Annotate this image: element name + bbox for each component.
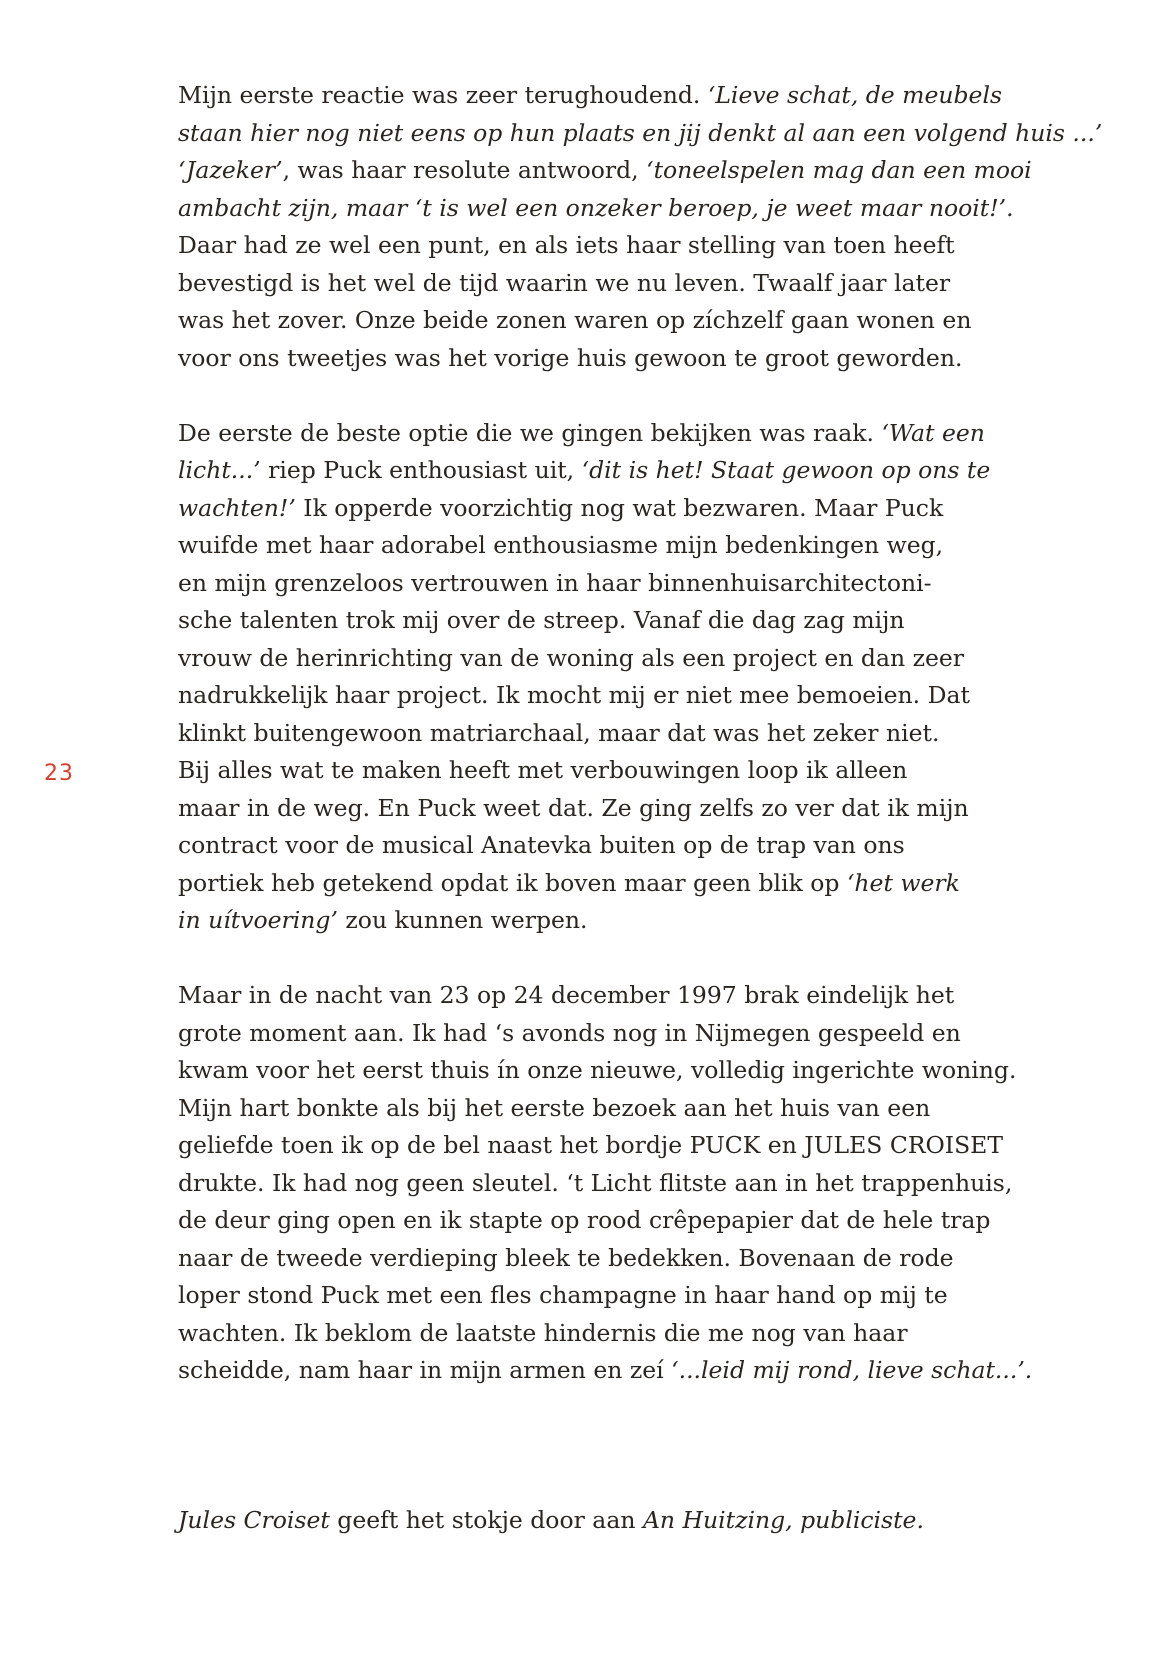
text-run: en mijn grenzeloos vertrouwen in haar binnenhuisarchitectoni- bbox=[178, 568, 932, 597]
text-run: Mijn eerste reactie was zeer terughoudend. bbox=[178, 81, 708, 109]
text-line bbox=[178, 527, 1098, 565]
text-line bbox=[178, 1052, 1098, 1090]
italic-text-run: An Huitzing, publiciste. bbox=[642, 1506, 924, 1534]
text-line bbox=[178, 1015, 1098, 1053]
text-line bbox=[178, 640, 1098, 678]
text-run: loper stond Puck met een fles champagne in haar hand op mij te bbox=[178, 1281, 948, 1309]
text-line bbox=[178, 227, 1098, 265]
text-run: kwam voor het eerst thuis ín onze nieuwe, volledig ingerichte woning. bbox=[178, 1056, 1017, 1084]
body-text bbox=[178, 77, 1103, 1427]
text-line bbox=[178, 977, 1098, 1015]
italic-text-run: ‘Wat een bbox=[881, 418, 985, 447]
text-run: nadrukkelijk haar project. Ik mocht mij er niet mee bemoeien. Dat bbox=[178, 681, 970, 709]
text-run: scheidde, nam haar in mijn armen en zeí bbox=[178, 1356, 672, 1384]
text-line bbox=[178, 1202, 1098, 1240]
text-run: Daar had ze wel een punt, en als iets haar stelling van toen heeft bbox=[178, 231, 955, 259]
text-line bbox=[178, 77, 1098, 115]
text-line bbox=[178, 790, 1098, 828]
italic-text-run: licht...’ bbox=[178, 456, 261, 484]
text-run: , was haar resolute antwoord, bbox=[282, 156, 647, 184]
text-line bbox=[178, 190, 1098, 228]
text-run: geeft het stokje door aan bbox=[329, 1506, 643, 1534]
text-run: klinkt buitengewoon matriarchaal, maar dat was het zeker niet. bbox=[178, 718, 940, 747]
italic-text-run: ‘Jazeker’ bbox=[178, 156, 283, 184]
text-line bbox=[178, 677, 1098, 715]
italic-text-run: ‘toneelspelen mag dan een mooi bbox=[646, 156, 1032, 184]
text-line bbox=[178, 1090, 1098, 1128]
text-run: was het zover. Onze beide zonen waren op zíchzelf gaan wonen en bbox=[178, 306, 972, 334]
text-line bbox=[178, 452, 1098, 490]
text-run: naar de tweede verdieping bleek te bedekken. Bovenaan de rode bbox=[178, 1243, 954, 1272]
text-run: De eerste de beste optie die we gingen bekijken was raak. bbox=[178, 418, 882, 447]
text-line bbox=[178, 1127, 1098, 1165]
text-line bbox=[178, 602, 1098, 640]
text-line bbox=[178, 902, 1098, 940]
text-run: portiek heb getekend opdat ik boven maar geen blik op bbox=[178, 868, 847, 897]
paragraph bbox=[178, 977, 1098, 1390]
text-line bbox=[178, 1352, 1098, 1390]
text-run: wuifde met haar adorabel enthousiasme mijn bedenkingen weg, bbox=[178, 531, 944, 559]
text-run: sche talenten trok mij over de streep. Vanaf die dag zag mijn bbox=[178, 606, 905, 634]
text-line bbox=[178, 1277, 1098, 1315]
text-run: maar in de weg. En Puck weet dat. Ze ging zelfs zo ver dat ik mijn bbox=[178, 793, 969, 822]
text-line bbox=[178, 1502, 924, 1540]
italic-text-run: ambacht zijn, maar ‘t is wel een onzeker beroep, je weet maar nooit!’. bbox=[178, 193, 1014, 222]
text-run: geliefde toen ik op de bel naast het bordje PUCK en JULES CROISET bbox=[178, 1131, 1004, 1159]
italic-text-run: ‘Lieve schat, de meubels bbox=[707, 81, 1003, 109]
text-run: Maar in de nacht van 23 op 24 december 1997 brak eindelijk het bbox=[178, 981, 955, 1009]
text-run: Ik opperde voorzichtig nog wat bezwaren. Maar Puck bbox=[295, 493, 944, 522]
text-line bbox=[178, 415, 1098, 453]
paragraph bbox=[178, 77, 1103, 377]
text-line bbox=[178, 715, 1098, 753]
text-line bbox=[178, 865, 1098, 903]
italic-text-run: staan hier nog niet eens op hun plaats en jij denkt al aan een volgend huis ...’ bbox=[178, 118, 1103, 147]
text-run: bevestigd is het wel de tijd waarin we nu leven. Twaalf jaar later bbox=[178, 268, 951, 297]
italic-text-run: ‘...leid mij rond, lieve schat...’. bbox=[671, 1356, 1033, 1384]
text-run: voor ons tweetjes was het vorige huis gewoon te groot geworden. bbox=[178, 343, 963, 372]
text-line bbox=[178, 1240, 1098, 1278]
page-number: 23 bbox=[44, 761, 74, 786]
text-line bbox=[178, 752, 1098, 790]
paragraph bbox=[178, 415, 1098, 940]
text-line bbox=[178, 1165, 1098, 1203]
italic-text-run: in uítvoering’ bbox=[178, 906, 338, 934]
text-line bbox=[178, 302, 1098, 340]
text-run: Mijn hart bonkte als bij het eerste bezoek aan het huis van een bbox=[178, 1093, 931, 1122]
text-line bbox=[178, 565, 1098, 603]
text-line bbox=[178, 265, 1098, 303]
text-run: drukte. Ik had nog geen sleutel. ‘t Licht flitste aan in het trappenhuis, bbox=[178, 1168, 1013, 1197]
italic-text-run: ‘het werk bbox=[846, 868, 960, 897]
text-run: wachten. Ik beklom de laatste hindernis die me nog van haar bbox=[178, 1318, 908, 1347]
italic-text-run: wachten!’ bbox=[178, 493, 296, 522]
text-line bbox=[178, 1315, 1098, 1353]
text-line bbox=[178, 152, 1098, 190]
text-run: grote moment aan. Ik had ‘s avonds nog in Nijmegen gespeeld en bbox=[178, 1018, 961, 1047]
handover-note bbox=[178, 1502, 924, 1540]
text-run: zou kunnen werpen. bbox=[337, 906, 588, 934]
text-line bbox=[178, 115, 1103, 153]
text-line bbox=[178, 827, 1098, 865]
text-line bbox=[178, 340, 1098, 378]
text-line bbox=[178, 490, 1098, 528]
text-run: contract voor de musical Anatevka buiten op de trap van ons bbox=[178, 831, 905, 859]
text-run: riep Puck enthousiast uit, bbox=[260, 456, 582, 484]
text-run: vrouw de herinrichting van de woning als een project en dan zeer bbox=[178, 643, 965, 672]
text-run: Bij alles wat te maken heeft met verbouwingen loop ik alleen bbox=[178, 756, 908, 784]
italic-text-run: Jules Croiset bbox=[178, 1506, 330, 1534]
text-run: de deur ging open en ik stapte op rood crêpepapier dat de hele trap bbox=[178, 1206, 991, 1234]
italic-text-run: ‘dit is het! Staat gewoon op ons te bbox=[581, 456, 991, 484]
